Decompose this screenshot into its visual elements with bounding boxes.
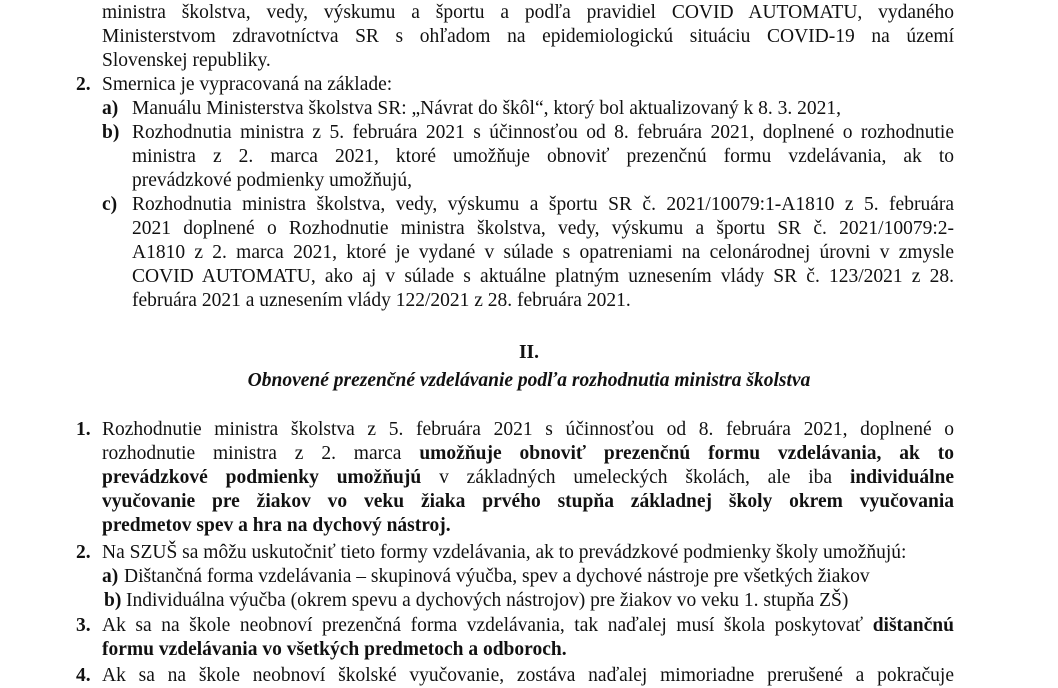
item-number: 3. (76, 615, 91, 636)
s2-item1-line-2-bold: umožňuje obnoviť prezenčnú formu vzdelávania, ak to (419, 443, 954, 464)
intro-line-1: ministra školstva, vedy, výskumu a športu a podľa pravidiel COVID AUTOMATU, vydaného (102, 2, 954, 23)
s2-item2-a-text: Dištančná forma vzdelávania – skupinová výučba, spev a dychové nástroje pre všetkých žiakov (124, 566, 870, 587)
intro-line-3: Slovenskej republiky. (102, 50, 271, 71)
s2-item3-line-2: formu vzdelávania vo všetkých predmetoch a odboroch. (102, 639, 567, 660)
section-title: Obnovené prezenčné vzdelávanie podľa rozhodnutia ministra školstva (247, 370, 811, 391)
item-number: 1. (76, 419, 91, 440)
subitem-letter: b) (104, 590, 122, 611)
s2-item3-line-1-plain: Ak sa na škole neobnoví prezenčná forma vzdelávania, tak naďalej musí škola poskytovať (102, 615, 873, 636)
s2-item1-line-2 (102, 442, 954, 466)
s2-item1-line-1: Rozhodnutie ministra školstva z 5. februára 2021 s účinnosťou od 8. februára 2021, doplnené o (102, 419, 954, 440)
subitem-c-line-5: februára 2021 a uznesením vlády 122/2021 z 28. februára 2021. (132, 290, 631, 311)
s2-item1-line-5: predmetov spev a hra na dychový nástroj. (102, 515, 451, 536)
subitem-b-line-2: ministra z 2. marca 2021, ktoré umožňuje obnoviť prezenčnú formu vzdelávania, ak to (132, 146, 954, 167)
s2-item2-b-text: Individuálna výučba (okrem spevu a dychových nástrojov) pre žiakov vo veku 1. stupňa ZŠ) (126, 590, 849, 611)
subitem-c-line-4: COVID AUTOMATU, ako aj v súlade s aktuálne platným uznesením vlády SR č. 123/2021 z 28. (132, 266, 954, 287)
s2-item1-line-3-plain: v základných umeleckých školách, ale iba (421, 467, 850, 488)
s2-item4-line-1: Ak sa na škole neobnoví školské vyučovanie, zostáva naďalej mimoriadne prerušené a pokračuje (102, 665, 954, 686)
item-text: Smernica je vypracovaná na základe: (102, 74, 393, 95)
s2-item1-line-3 (102, 466, 954, 490)
s2-item1-line-2-plain: rozhodnutie ministra z 2. marca (102, 443, 420, 464)
s2-item1-line-4: vyučovanie pre žiakov vo veku žiaka prvého stupňa základnej školy okrem vyučovania (102, 491, 954, 512)
s2-item1-line-3-bold: prevádzkové podmienky umožňujú (102, 467, 422, 488)
subitem-c-line-1: Rozhodnutia ministra školstva, vedy, výskumu a športu SR č. 2021/10079:1-A1810 z 5. februára (132, 194, 954, 215)
s2-item2-text: Na SZUŠ sa môžu uskutočniť tieto formy vzdelávania, ak to prevádzkové podmienky školy umožňujú: (102, 542, 907, 563)
subitem-c-line-3: A1810 z 2. marca 2021, ktoré je vydané v súlade s opatreniami na celonárodnej úrovni v zmysle (132, 242, 954, 263)
subitem-letter: b) (102, 122, 120, 143)
section-number: II. (518, 342, 540, 363)
subitem-letter: c) (102, 194, 118, 215)
item-number: 2. (76, 542, 91, 563)
subitem-letter: a) (102, 98, 119, 119)
subitem-c-line-2: 2021 doplnené o Rozhodnutie ministra školstva, vedy, výskumu a športu SR č. 2021/10079:2- (132, 218, 954, 239)
subitem-letter: a) (102, 566, 119, 587)
s2-item1-line-3-bold-end: individuálne (849, 467, 954, 488)
subitem-a-text: Manuálu Ministerstva školstva SR: „Návrat do škôl“, ktorý bol aktualizovaný k 8. 3. 2021, (132, 98, 841, 119)
item-number: 4. (76, 665, 91, 686)
intro-line-2: Ministerstvom zdravotníctva SR s ohľadom na epidemiologickú situáciu COVID-19 na území (102, 26, 954, 47)
s2-item3-line-1 (102, 614, 954, 638)
subitem-b-line-3: prevádzkové podmienky umožňujú, (132, 170, 412, 191)
subitem-b-line-1: Rozhodnutia ministra z 5. februára 2021 s účinnosťou od 8. februára 2021, doplnené o rozhodnutie (132, 122, 954, 143)
s2-item3-line-1-bold: dištančnú (872, 615, 954, 636)
item-number: 2. (76, 74, 91, 95)
